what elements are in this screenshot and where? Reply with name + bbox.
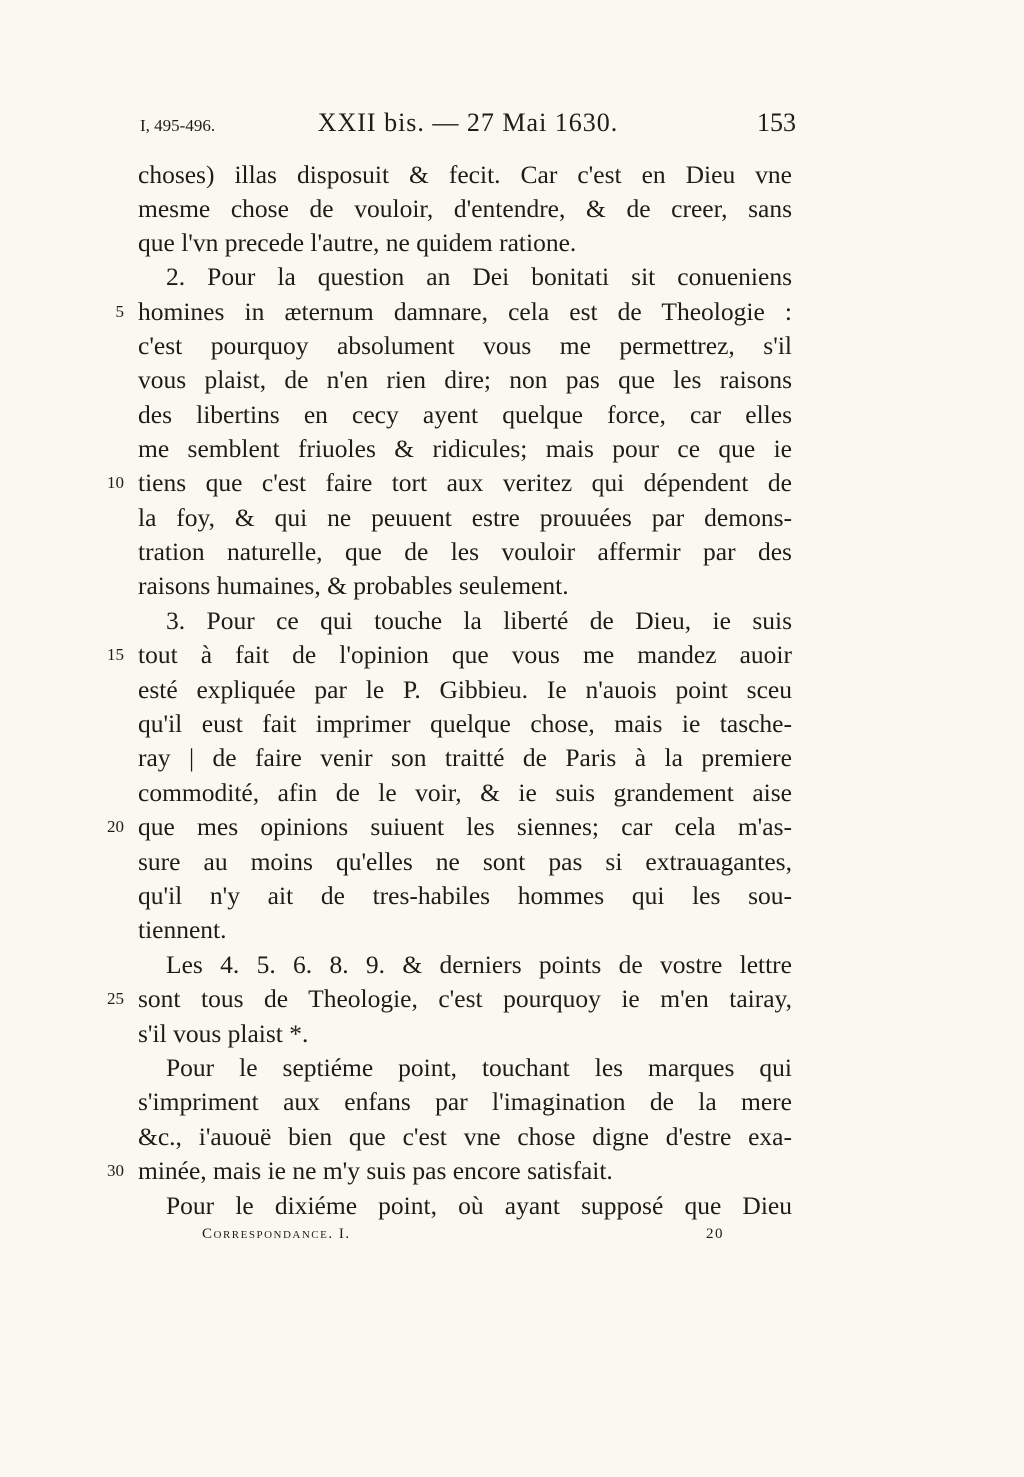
running-title: XXII bis. — 27 Mai 1630. [317, 108, 619, 137]
text-line: qu'il n'y ait de tres-habiles hommes qui les sou- [138, 881, 792, 910]
page-reference: I, 495-496. [140, 116, 216, 135]
page-number: 153 [757, 108, 796, 137]
text-line: choses) illas disposuit & fecit. Car c'est en Dieu vne [138, 160, 792, 189]
text-line: tiens que c'est faire tort aux veritez qui dépendent de [138, 468, 792, 497]
text-line: tiennent. [138, 915, 227, 944]
line-number: 5 [115, 302, 124, 321]
text-line: s'impriment aux enfans par l'imagination de la mere [138, 1087, 792, 1116]
text-line: minée, mais ie ne m'y suis pas encore satisfait. [138, 1156, 613, 1185]
text-line: que l'vn precede l'autre, ne quidem ratione. [138, 228, 577, 257]
text-line: me semblent friuoles & ridicules; mais pour ce que ie [138, 434, 792, 463]
text-line: sont tous de Theologie, c'est pourquoy ie m'en tairay, [138, 984, 792, 1013]
sheet-number: 20 [706, 1226, 724, 1242]
text-line: 3. Pour ce qui touche la liberté de Dieu, ie suis [166, 606, 792, 635]
text-line: 2. Pour la question an Dei bonitati sit conueniens [166, 262, 792, 291]
line-number: 20 [107, 817, 124, 836]
text-line: mesme chose de vouloir, d'entendre, & de creer, sans [138, 194, 792, 223]
text-line: vous plaist, de n'en rien dire; non pas que les raisons [138, 365, 792, 394]
text-line: s'il vous plaist *. [138, 1019, 309, 1048]
text-line: esté expliquée par le P. Gibbieu. Ie n'auois point sceu [138, 675, 792, 704]
running-header [140, 110, 796, 144]
line-number: 30 [107, 1161, 124, 1180]
text-line: homines in æternum damnare, cela est de Theologie : [138, 297, 792, 326]
text-line: qu'il eust fait imprimer quelque chose, mais ie tasche- [138, 709, 792, 738]
signature-mark: Correspondance. I. [202, 1226, 351, 1242]
text-line: ray | de faire venir son traitté de Paris à la premiere [138, 743, 792, 772]
page-footer [202, 1226, 724, 1246]
text-line: sure au moins qu'elles ne sont pas si extrauagantes, [138, 847, 792, 876]
text-line: c'est pourquoy absolument vous me permettrez, s'il [138, 331, 792, 360]
line-number: 25 [107, 989, 124, 1008]
line-number: 15 [107, 645, 124, 664]
text-line: &c., i'auouë bien que c'est vne chose digne d'estre exa- [138, 1122, 792, 1151]
text-line: tout à fait de l'opinion que vous me mandez auoir [138, 640, 792, 669]
text-line: Pour le dixiéme point, où ayant supposé que Dieu [166, 1191, 792, 1220]
text-line: raisons humaines, & probables seulement. [138, 571, 569, 600]
text-line: Les 4. 5. 6. 8. 9. & derniers points de vostre lettre [166, 950, 792, 979]
text-line: la foy, & qui ne peuuent estre prouuées par demons- [138, 503, 792, 532]
text-line: commodité, afin de le voir, & ie suis grandement aise [138, 778, 792, 807]
text-line: que mes opinions suiuent les siennes; car cela m'as- [138, 812, 792, 841]
text-line: des libertins en cecy ayent quelque force, car elles [138, 400, 792, 429]
text-line: Pour le septiéme point, touchant les marques qui [166, 1053, 792, 1082]
line-number: 10 [107, 473, 124, 492]
text-line: tration naturelle, que de les vouloir affermir par des [138, 537, 792, 566]
